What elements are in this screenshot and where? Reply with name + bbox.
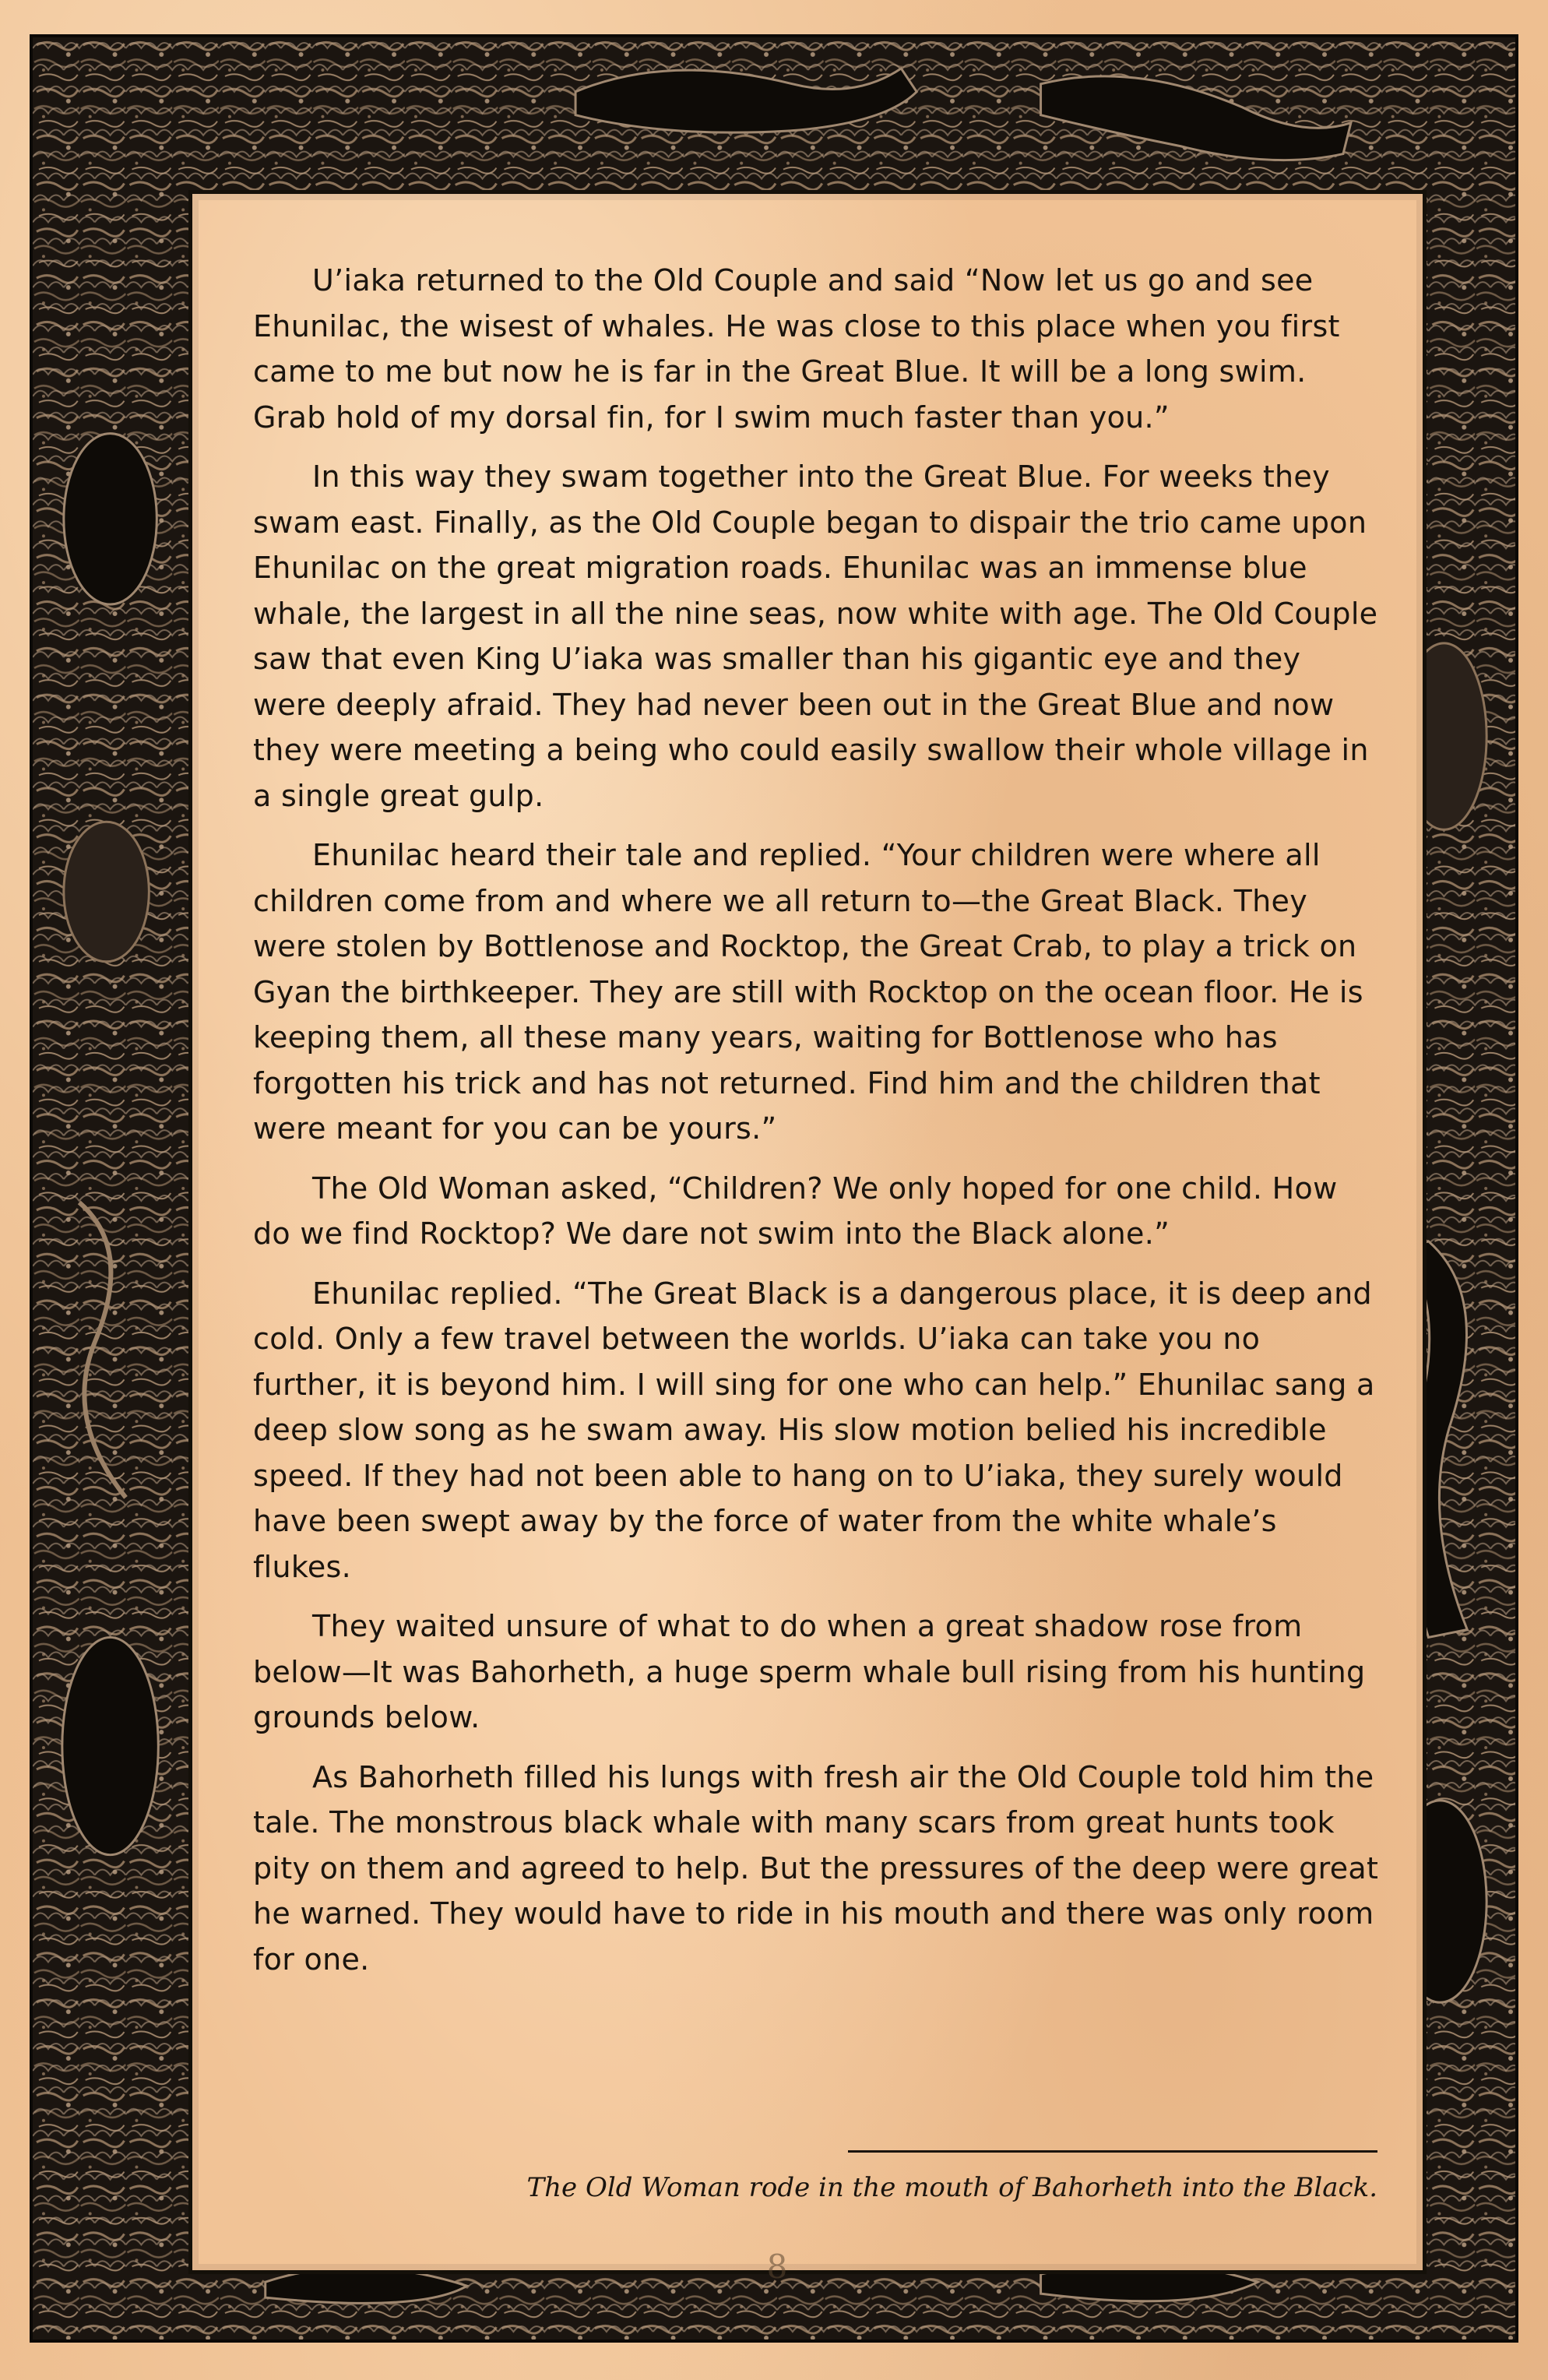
paragraph-1: U’iaka returned to the Old Couple and said “Now let us go and see Ehunilac, the wisest of whales. He was close to this place when you first came to me but now he is far in the Great Blue. It will be a long swim. Grab hold of my dorsal fin, for I swim much faster than you.”: [253, 263, 1340, 435]
paragraph-3: Ehunilac heard their tale and replied. “Your children were where all children come from and where we all return to—the Great Black. They were stolen by Bottlenose and Rocktop, the Great Crab, to play a trick on Gyan the birthkeeper. They are still with Rocktop on the ocean floor. He is keeping them, all these many years, waiting for Bottlenose who has forgotten his trick and has not returned. Find him and the children that were meant for you can be yours.”: [253, 838, 1363, 1146]
paragraph-2: In this way they swam together into the Great Blue. For weeks they swam east. Finally, as the Old Couple began to dispair the trio came upon Ehunilac on the great migration roads. Ehunilac was an immense blue whale, the largest in all the nine seas, now white with age. The Old Couple saw that even King U’iaka was smaller than his gigantic eye and they were deeply afraid. They had never been out in the Great Blue and now they were meeting a being who could easily swallow their whole village in a single great gulp.: [253, 459, 1378, 813]
paragraph-5: Ehunilac replied. “The Great Black is a dangerous place, it is deep and cold. Only a few travel between the worlds. U’iaka can take you no further, it is beyond him. I will sing for one who can help.” Ehunilac sang a deep slow song as he swam away. His slow motion belied his incredible speed. If they had not been able to hang on to U’iaka, they surely would have been swept away by the force of water from the white whale’s flukes.: [253, 1276, 1375, 1584]
illustration-caption: The Old Woman rode in the mouth of Bahorheth into the Black.: [526, 2172, 1377, 2203]
page-number: 8: [766, 2248, 788, 2286]
paragraph-7: As Bahorheth filled his lungs with fresh air the Old Couple told him the tale. The monstrous black whale with many scars from great hunts took pity on them and agreed to help. But the pressures of the deep were great he warned. They would have to ride in his mouth and there was only room for one.: [253, 1759, 1379, 1977]
text-panel: [188, 190, 1427, 2274]
paragraph-6: They waited unsure of what to do when a great shadow rose from below—It was Bahorheth, a huge sperm whale bull rising from his hunting grounds below.: [253, 1609, 1366, 1734]
decorative-border: [30, 34, 1518, 2343]
caption-divider: [848, 2150, 1377, 2153]
story-text: [253, 258, 1381, 1996]
paragraph-4: The Old Woman asked, “Children? We only hoped for one child. How do we find Rocktop? We dare not swim into the Black alone.”: [253, 1171, 1338, 1251]
